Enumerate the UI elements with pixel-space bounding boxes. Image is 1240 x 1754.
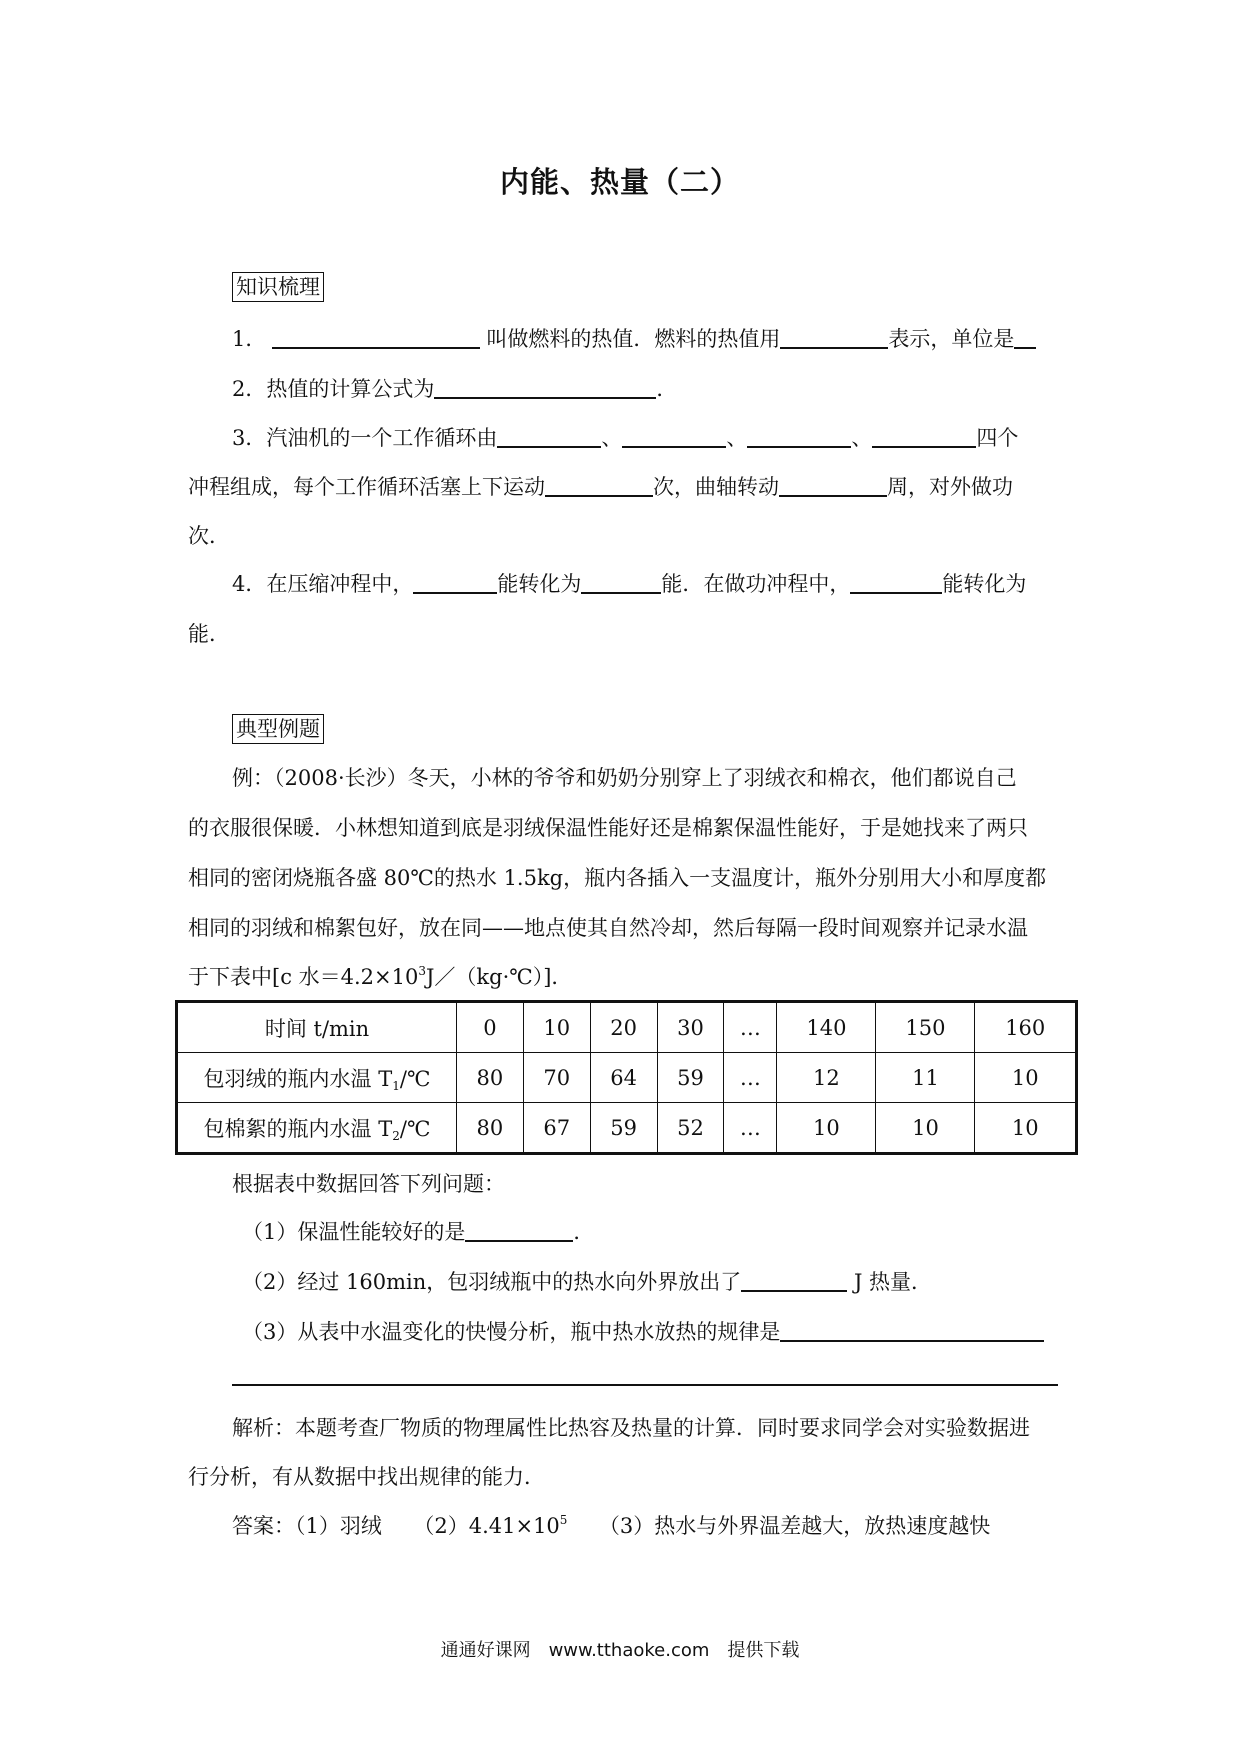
q3-text-c: 冲程组成，每个工作循环活塞上下运动	[188, 475, 545, 499]
q3-text-a: 3．汽油机的一个工作循环由	[232, 426, 498, 450]
q2-text-b: ．	[656, 377, 678, 401]
example-formula-a: 于下表中[c 水＝4.2×10	[188, 965, 419, 989]
table-cell: 59	[590, 1103, 657, 1154]
example-line-1: 例：（2008·长沙）冬天，小林的爷爷和奶奶分别穿上了羽绒衣和棉衣，他们都说自己	[232, 766, 1017, 790]
example-line-3: 相同的密闭烧瓶各盛 80℃的热水 1.5kg，瓶内各插入一支温度计，瓶外分别用大小和厚度都	[188, 866, 1047, 890]
knowledge-q3-line3: 次．	[188, 524, 230, 548]
table-cell: 140	[777, 1002, 876, 1053]
temperature-table	[175, 1000, 1078, 1155]
q3-blank-4	[872, 424, 976, 448]
q4-text-b: 能转化为	[497, 572, 582, 596]
analysis-line-2: 行分析，有从数据中找出规律的能力．	[188, 1465, 545, 1489]
footer-credit: 通通好课网 www.tthaoke.com 提供下载	[440, 1640, 800, 1661]
table-cell: 11	[876, 1053, 975, 1103]
knowledge-q3-line1	[232, 424, 1018, 452]
knowledge-q1	[232, 325, 1036, 353]
q1-text-b: 表示，单位是	[888, 327, 1015, 351]
q4-blank-2	[581, 570, 661, 594]
row-label-unit: /℃	[399, 1066, 431, 1091]
table-row-down	[177, 1053, 1077, 1103]
questions-intro: 根据表中数据回答下列问题：	[232, 1172, 505, 1196]
page-title: 内能、热量（二）	[499, 165, 740, 199]
table-cell: 150	[876, 1002, 975, 1053]
table-row-time	[177, 1002, 1077, 1053]
table-cell: 10	[975, 1053, 1077, 1103]
section-label-knowledge: 知识梳理	[232, 272, 324, 302]
q4-text-a: 4．在压缩冲程中，	[232, 572, 414, 596]
table-cell: 30	[657, 1002, 724, 1053]
table-cell: …	[724, 1103, 777, 1154]
q3-blank-3	[747, 424, 851, 448]
q2-text-a: 2．热值的计算公式为	[232, 377, 435, 401]
q3-blank-2	[622, 424, 726, 448]
q3-sep-2: 、	[726, 426, 748, 450]
table-cell: 0	[457, 1002, 524, 1053]
table-cell: 59	[657, 1053, 724, 1103]
q1-blank-3	[1014, 325, 1036, 349]
answer-part-a: 答案：（1）羽绒 （2）4.41×10	[232, 1514, 560, 1538]
knowledge-q4-line1	[232, 570, 1026, 598]
q3-blank-5	[545, 473, 653, 497]
knowledge-q2	[232, 375, 677, 403]
q3-text-d: 次，曲轴转动	[653, 475, 779, 499]
table-cell: 10	[777, 1103, 876, 1154]
example-formula-b: J／（kg·℃）]．	[425, 965, 573, 989]
answer-line-text	[232, 1512, 990, 1540]
table-cell: 52	[657, 1103, 724, 1154]
section-label-example: 典型例题	[232, 714, 324, 744]
table-header-cotton	[177, 1103, 457, 1154]
knowledge-q4-line2: 能．	[188, 622, 230, 646]
table-cell: 67	[523, 1103, 590, 1154]
table-cell: …	[724, 1002, 777, 1053]
question-1	[242, 1218, 594, 1246]
table-cell: 80	[457, 1053, 524, 1103]
table-cell: 10	[876, 1103, 975, 1154]
question-1-end: ．	[573, 1220, 595, 1244]
question-3-blank	[780, 1318, 1044, 1342]
row-label-text: 包棉絮的瓶内水温 T	[203, 1116, 393, 1141]
question-2	[242, 1268, 932, 1296]
q1-text-a: 叫做燃料的热值．燃料的热值用	[486, 327, 781, 351]
q1-number: 1．	[232, 327, 267, 351]
question-1-text: （1）保温性能较好的是	[242, 1220, 466, 1244]
q4-text-c: 能．在做功冲程中，	[661, 572, 851, 596]
q2-blank	[434, 375, 656, 399]
table-cell: 12	[777, 1053, 876, 1103]
table-cell: 20	[590, 1002, 657, 1053]
answer-exponent: 5	[559, 1513, 568, 1527]
example-formula-exp: 3	[418, 964, 426, 978]
answer-line	[232, 1384, 1058, 1386]
q4-blank-1	[413, 570, 497, 594]
row-label-unit: /℃	[399, 1116, 431, 1141]
q3-blank-1	[497, 424, 601, 448]
answer-part-b: （3）热水与外界温差越大，放热速度越快	[567, 1514, 991, 1538]
example-line-2: 的衣服很保暖．小林想知道到底是羽绒保温性能好还是棉絮保温性能好，于是她找来了两只	[188, 816, 1028, 840]
q4-text-d: 能转化为	[942, 572, 1027, 596]
question-2-blank	[741, 1268, 847, 1292]
q4-blank-3	[850, 570, 942, 594]
table-row-cotton	[177, 1103, 1077, 1154]
table-header-time: 时间 t/min	[177, 1002, 457, 1053]
row-label-subscript: 2	[392, 1128, 400, 1143]
table-header-down	[177, 1053, 457, 1103]
table-cell: 64	[590, 1053, 657, 1103]
table-cell: 10	[523, 1002, 590, 1053]
question-1-blank	[465, 1218, 573, 1242]
row-label-text: 包羽绒的瓶内水温 T	[203, 1066, 393, 1091]
example-line-5	[188, 963, 572, 991]
q1-blank-2	[780, 325, 888, 349]
table-cell: …	[724, 1053, 777, 1103]
table-cell: 160	[975, 1002, 1077, 1053]
q3-blank-6	[779, 473, 887, 497]
table-cell: 80	[457, 1103, 524, 1154]
table-cell: 10	[975, 1103, 1077, 1154]
q3-text-b: 四个	[976, 426, 1019, 450]
question-2-text: （2）经过 160min，包羽绒瓶中的热水向外界放出了	[242, 1270, 742, 1294]
question-3-text: （3）从表中水温变化的快慢分析，瓶中热水放热的规律是	[242, 1320, 781, 1344]
q3-text-e: 周，对外做功	[887, 475, 1013, 499]
q1-blank-1	[272, 325, 480, 349]
example-line-4: 相同的羽绒和棉絮包好，放在同——地点使其自然冷却，然后每隔一段时间观察并记录水温	[188, 916, 1028, 940]
q3-sep-3: 、	[851, 426, 873, 450]
analysis-line-1: 解析：本题考查厂物质的物理属性比热容及热量的计算．同时要求同学会对实验数据进	[232, 1416, 1030, 1440]
question-2-end: J 热量．	[847, 1270, 933, 1294]
question-3	[242, 1318, 1044, 1346]
q3-sep-1: 、	[601, 426, 623, 450]
knowledge-q3-line2	[188, 473, 1013, 501]
table-cell: 70	[523, 1053, 590, 1103]
row-label-subscript: 1	[392, 1078, 400, 1093]
